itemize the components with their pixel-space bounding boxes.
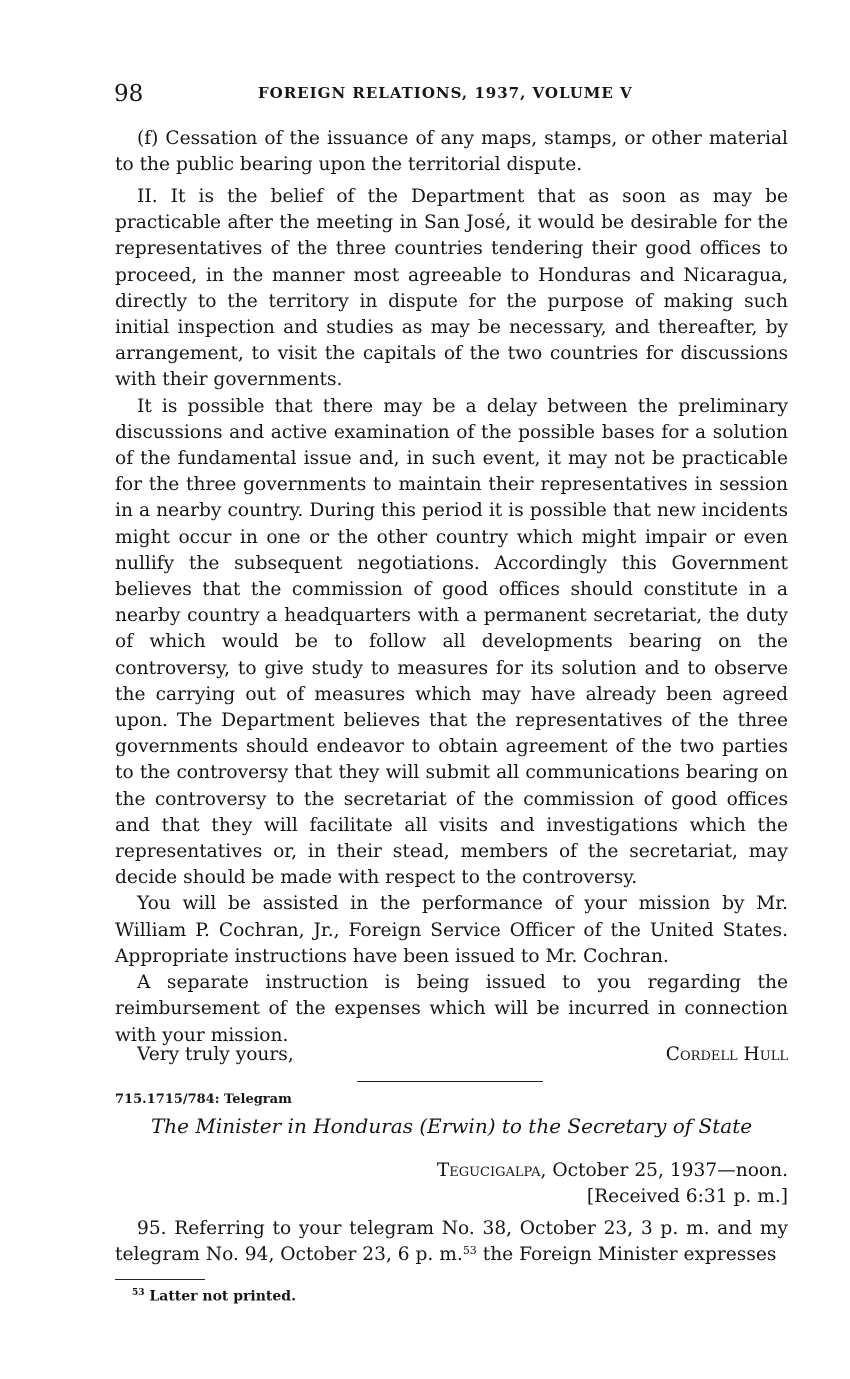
page-number: 98: [114, 81, 144, 107]
dateline: [437, 1158, 788, 1210]
running-title: FOREIGN RELATIONS, 1937, VOLUME V: [258, 84, 633, 102]
signature: Cordell Hull: [665, 1044, 788, 1065]
salutation: Very truly yours,: [137, 1044, 294, 1065]
paragraph-f: (f) Cessation of the issuance of any maps, stamps, or other material to the public bearing upon the territorial dispute.: [115, 128, 788, 176]
footnote-text: Latter not printed.: [149, 1288, 296, 1305]
file-number: 715.1715/784: Telegram: [115, 1092, 292, 1107]
footnote-marker: 53: [132, 1288, 145, 1298]
footnote-divider: [115, 1279, 205, 1280]
footnote-reference: 53: [462, 1244, 477, 1258]
paragraph-95: [115, 1216, 788, 1268]
dateline-date: , October 25, 1937—noon.: [540, 1160, 788, 1181]
body-text-main: [115, 184, 788, 1049]
document-heading: The Minister in Honduras (Erwin) to the Secretary of State: [150, 1114, 753, 1138]
dateline-city: Tegucigalpa: [436, 1160, 541, 1181]
paragraph-95-text: 95. Referring to your telegram No. 38, October 23, 3 p. m. and my telegram No. 94, October 23, 6 p. m.: [115, 1218, 788, 1266]
received-line: [Received 6:31 p. m.]: [586, 1186, 788, 1207]
date-line: [437, 1158, 788, 1184]
paragraph-possible-delay: It is possible that there may be a delay between the preliminary discussions and active examination of the possible bases for a solution of the fundamental issue and, in such event, it may not be practicable for the three governments to maintain their representatives in session in a nearby country. During this period it is possible that new incidents might occur in one or the other country which might impair or even nullify the subsequent negotiations. Accordingly this Government believes that the commission of good offices should constitute in a nearby country a headquarters with a permanent secretariat, the duty of which would be to follow all developments bearing on the controversy, to give study to measures for its solution and to observe the carrying out of measures which may have already been agreed upon. The Department believes that the representatives of the three governments should endeavor to obtain agreement of the two parties to the controversy that they will submit all communications bearing on the controversy to the secretariat of the commission of good offices and that they will facilitate all visits and investigations which the representatives or, in their stead, members of the secretariat, may decide should be made with respect to the controversy.: [115, 395, 788, 889]
paragraph-separate-instruction: A separate instruction is being issued to you regarding the reimbursement of the expenses which will be incurred in connection with your mission.: [115, 972, 788, 1046]
body-text-top: [115, 126, 788, 178]
paragraph-ii: II. It is the belief of the Department that as soon as may be practicable after the meeting in San José, it would be desirable for the representatives of the three countries tendering their good offices to proceed, in the manner most agreeable to Honduras and Nicaragua, directly to the territory in dispute for the purpose of making such initial inspection and studies as may be necessary, and thereafter, by arrangement, to visit the capitals of the two countries for discussions with their governments.: [115, 186, 788, 391]
footnote: [132, 1288, 296, 1305]
paragraph-95-continuation: the Foreign Minister expresses: [476, 1244, 777, 1266]
telegram-body: [115, 1216, 788, 1268]
section-divider: [357, 1081, 543, 1082]
paragraph-assisted: You will be assisted in the performance of your mission by Mr. William P. Cochran, Jr., Foreign Service Officer of the United States. Appropriate instructions have been issued to Mr. Cochran.: [115, 893, 788, 967]
